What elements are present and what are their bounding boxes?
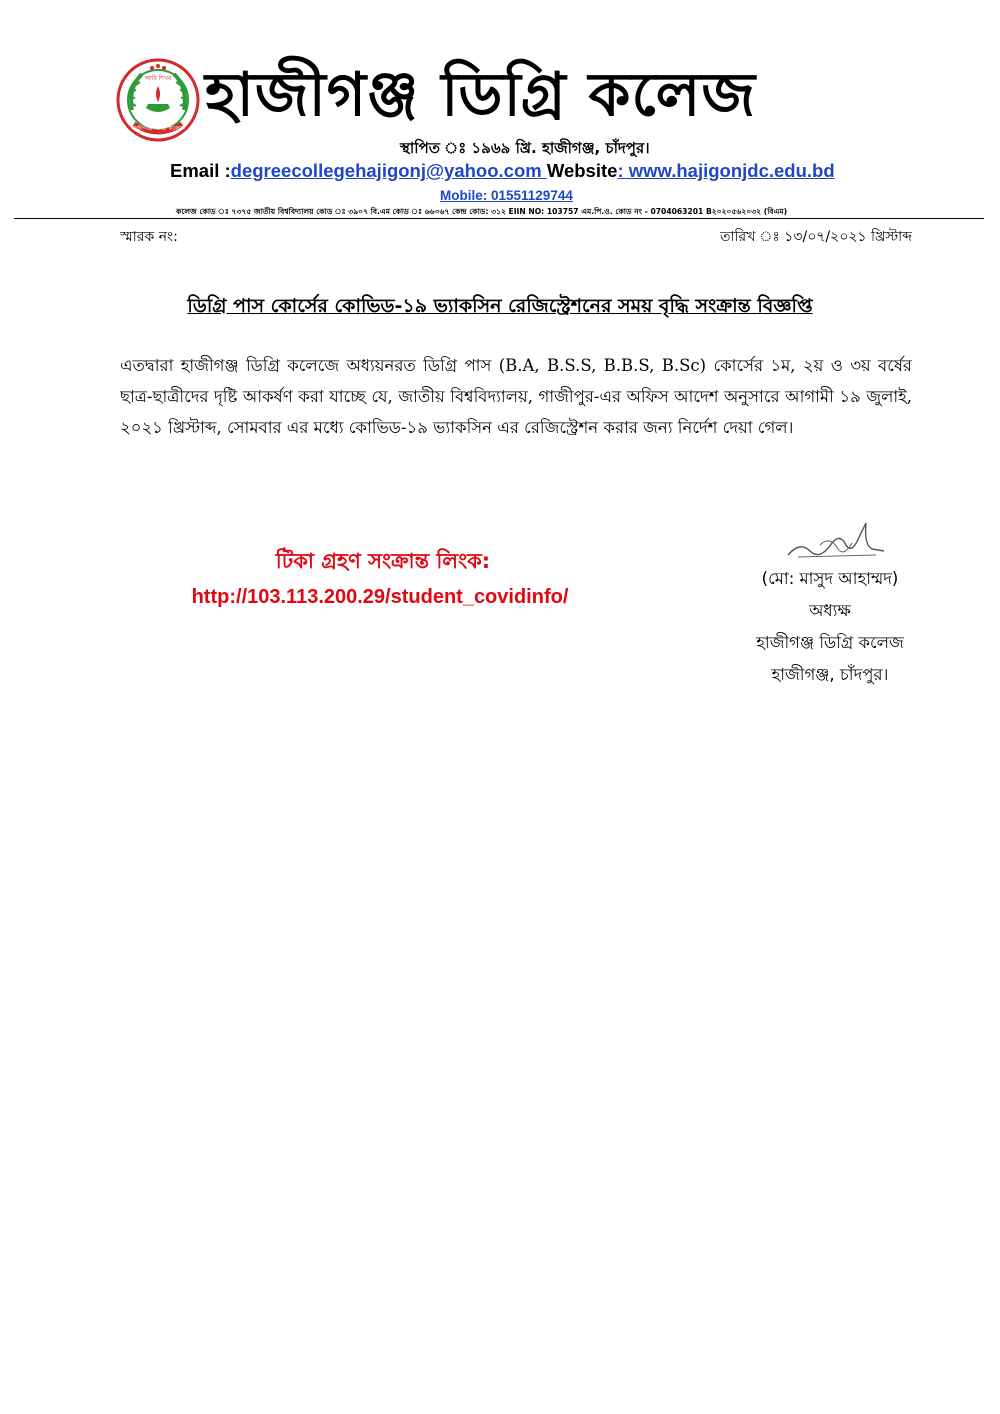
signatory-title: অধ্যক্ষ (809, 601, 851, 620)
established-line: স্থাপিত ঃ ১৯৬৯ খ্রি. হাজীগঞ্জ, চাঁদপুর। (400, 139, 650, 157)
memo-number-label: স্মারক নং: (120, 229, 178, 245)
contact-line (170, 160, 890, 182)
notice-date: তারিখ ঃ ১৩/০৭/২০২১ খ্রিস্টাব্দ (719, 229, 912, 245)
signatory-place: হাজীগঞ্জ, চাঁদপুর। (771, 665, 889, 684)
website-label: Website (546, 160, 618, 181)
college-name-heading: হাজীগঞ্জ ডিগ্রি কলেজ (205, 60, 757, 130)
email-link[interactable]: degreecollegehajigonj@yahoo.com (230, 160, 547, 181)
signatory-college: হাজীগঞ্জ ডিগ্রি কলেজ (756, 633, 904, 652)
website-link[interactable]: : www.hajigonjdc.edu.bd (617, 160, 835, 181)
notice-body: এতদ্বারা হাজীগঞ্জ ডিগ্রি কলেজে অধ্যয়নরত ডিগ্রি পাস (B.A, B.S.S, B.B.S, B.Sc) কোর্সের ১ম, ২য় ও ৩য় বর্ষের ছাত্র-ছাত্রীদের দৃষ্টি আকর্ষণ করা যাচ্ছে যে, জাতীয় বিশ্ববিদ্যালয়, গাজীপুর-এর অফিস আদেশ অনুসারে আগামী ১৯ জুলাই, ২০২১ খ্রিস্টাব্দ, সোমবার এর মধ্যে কোভিড-১৯ ভ্যাকসিন এর রেজিস্ট্রেশন করার জন্য নির্দেশ দেয়া গেল। (120, 356, 912, 437)
college-logo (116, 58, 200, 142)
signatory-name: (মো: মাসুদ আহাম্মদ) (761, 569, 899, 588)
mobile-link[interactable]: Mobile: 01551129744 (440, 188, 573, 203)
notice-subject: ডিগ্রি পাস কোর্সের কোভিড-১৯ ভ্যাকসিন রেজিস্ট্রেশনের সময় বৃদ্ধি সংক্রান্ত বিজ্ঞপ্তি (187, 295, 813, 317)
header-divider (14, 218, 984, 219)
logo-ring-text: হাজীগঞ্জ ডিগ্রি কলেজ (131, 125, 185, 132)
email-label: Email : (170, 160, 231, 181)
logo-motto: আমি শিখব (144, 75, 172, 82)
institution-codes: কলেজ কোড ঃ ৭৩৭৫ জাতীয় বিশ্ববিদ্যালয় কোড ঃ ৩৯০৭ বি.এম কোড ঃ ৬৬০৬৭ কেন্দ্র কোড: ৩১২ EIIN NO: 103757 এম.পি.ও. কোড নং - 0704063201 B২০২০৫৬২০৩২ (বিএম) (176, 207, 788, 216)
vaccine-link-url[interactable]: http://103.113.200.29/student_covidinfo/ (191, 586, 569, 608)
vaccine-link-label: টিকা গ্রহণ সংক্রান্ত লিংক: (275, 549, 491, 573)
signature-image (780, 515, 890, 565)
